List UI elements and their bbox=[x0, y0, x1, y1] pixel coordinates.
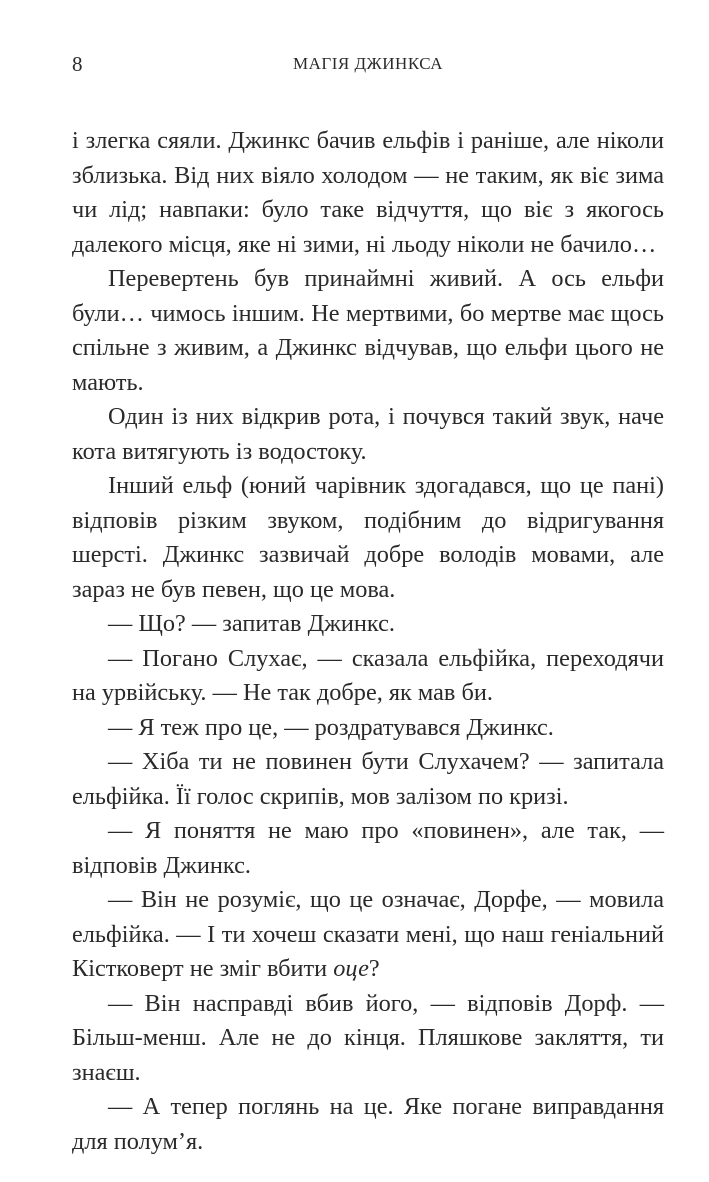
paragraph: і злегка сяяли. Джинкс бачив ельфів і раніше, але ніколи зблизька. Від них віяло холодом — не таким, як віє зима чи лід; навпаки: було таке відчуття, що віє з якогось далекого місця, яке ні зими, ні льоду ніколи не бачило… bbox=[72, 127, 664, 258]
paragraph: — Погано Слухає, — сказала ельфійка, переходячи на урвійську. — Не так добре, як мав би. bbox=[72, 644, 664, 706]
paragraph: — А тепер поглянь на це. Яке погане виправдання для полум’я. bbox=[72, 1093, 664, 1155]
page-number: 8 bbox=[72, 52, 83, 76]
emphasis-text: оце bbox=[333, 955, 369, 982]
paragraph bbox=[72, 883, 664, 987]
running-title: МАГІЯ ДЖИНКСА bbox=[292, 54, 444, 73]
paragraph: — Хіба ти не повинен бути Слухачем? — запитала ельфійка. Її голос скрипів, мов залізом по кризі. bbox=[72, 748, 664, 810]
paragraph: — Що? — запитав Джинкс. bbox=[108, 610, 395, 637]
paragraph: — Я теж про це, — роздратувався Джинкс. bbox=[108, 713, 554, 741]
paragraph-text: — Він не розуміє, що це означає, Дорфе, — мовила ельфійка. — І ти хочеш сказати мені, що наш геніальний Кістковерт не зміг вбити bbox=[72, 886, 664, 982]
paragraph-text: ? bbox=[368, 955, 380, 982]
paragraph: — Я поняття не маю про «повинен», але так, — відповів Джинкс. bbox=[72, 817, 664, 879]
running-header bbox=[72, 50, 664, 78]
paragraph: Інший ельф (юний чарівник здогадався, що це пані) відповів різким звуком, подібним до відригування шерсті. Джинкс зазвичай добре володів мовами, але зараз не був певен, що це мова. bbox=[72, 472, 664, 603]
paragraph: — Він насправді вбив його, — відповів Дорф. — Більш-менш. Але не до кінця. Пляшкове закляття, ти знаєш. bbox=[72, 989, 664, 1086]
body-text bbox=[72, 124, 664, 1159]
paragraph: Перевертень був принаймні живий. А ось ельфи були… чимось іншим. Не мертвими, бо мертве має щось спільне з живим, а Джинкс відчував, що ельфи цього не мають. bbox=[72, 265, 664, 396]
paragraph: Один із них відкрив рота, і почувся такий звук, наче кота витягують із водостоку. bbox=[72, 403, 664, 465]
